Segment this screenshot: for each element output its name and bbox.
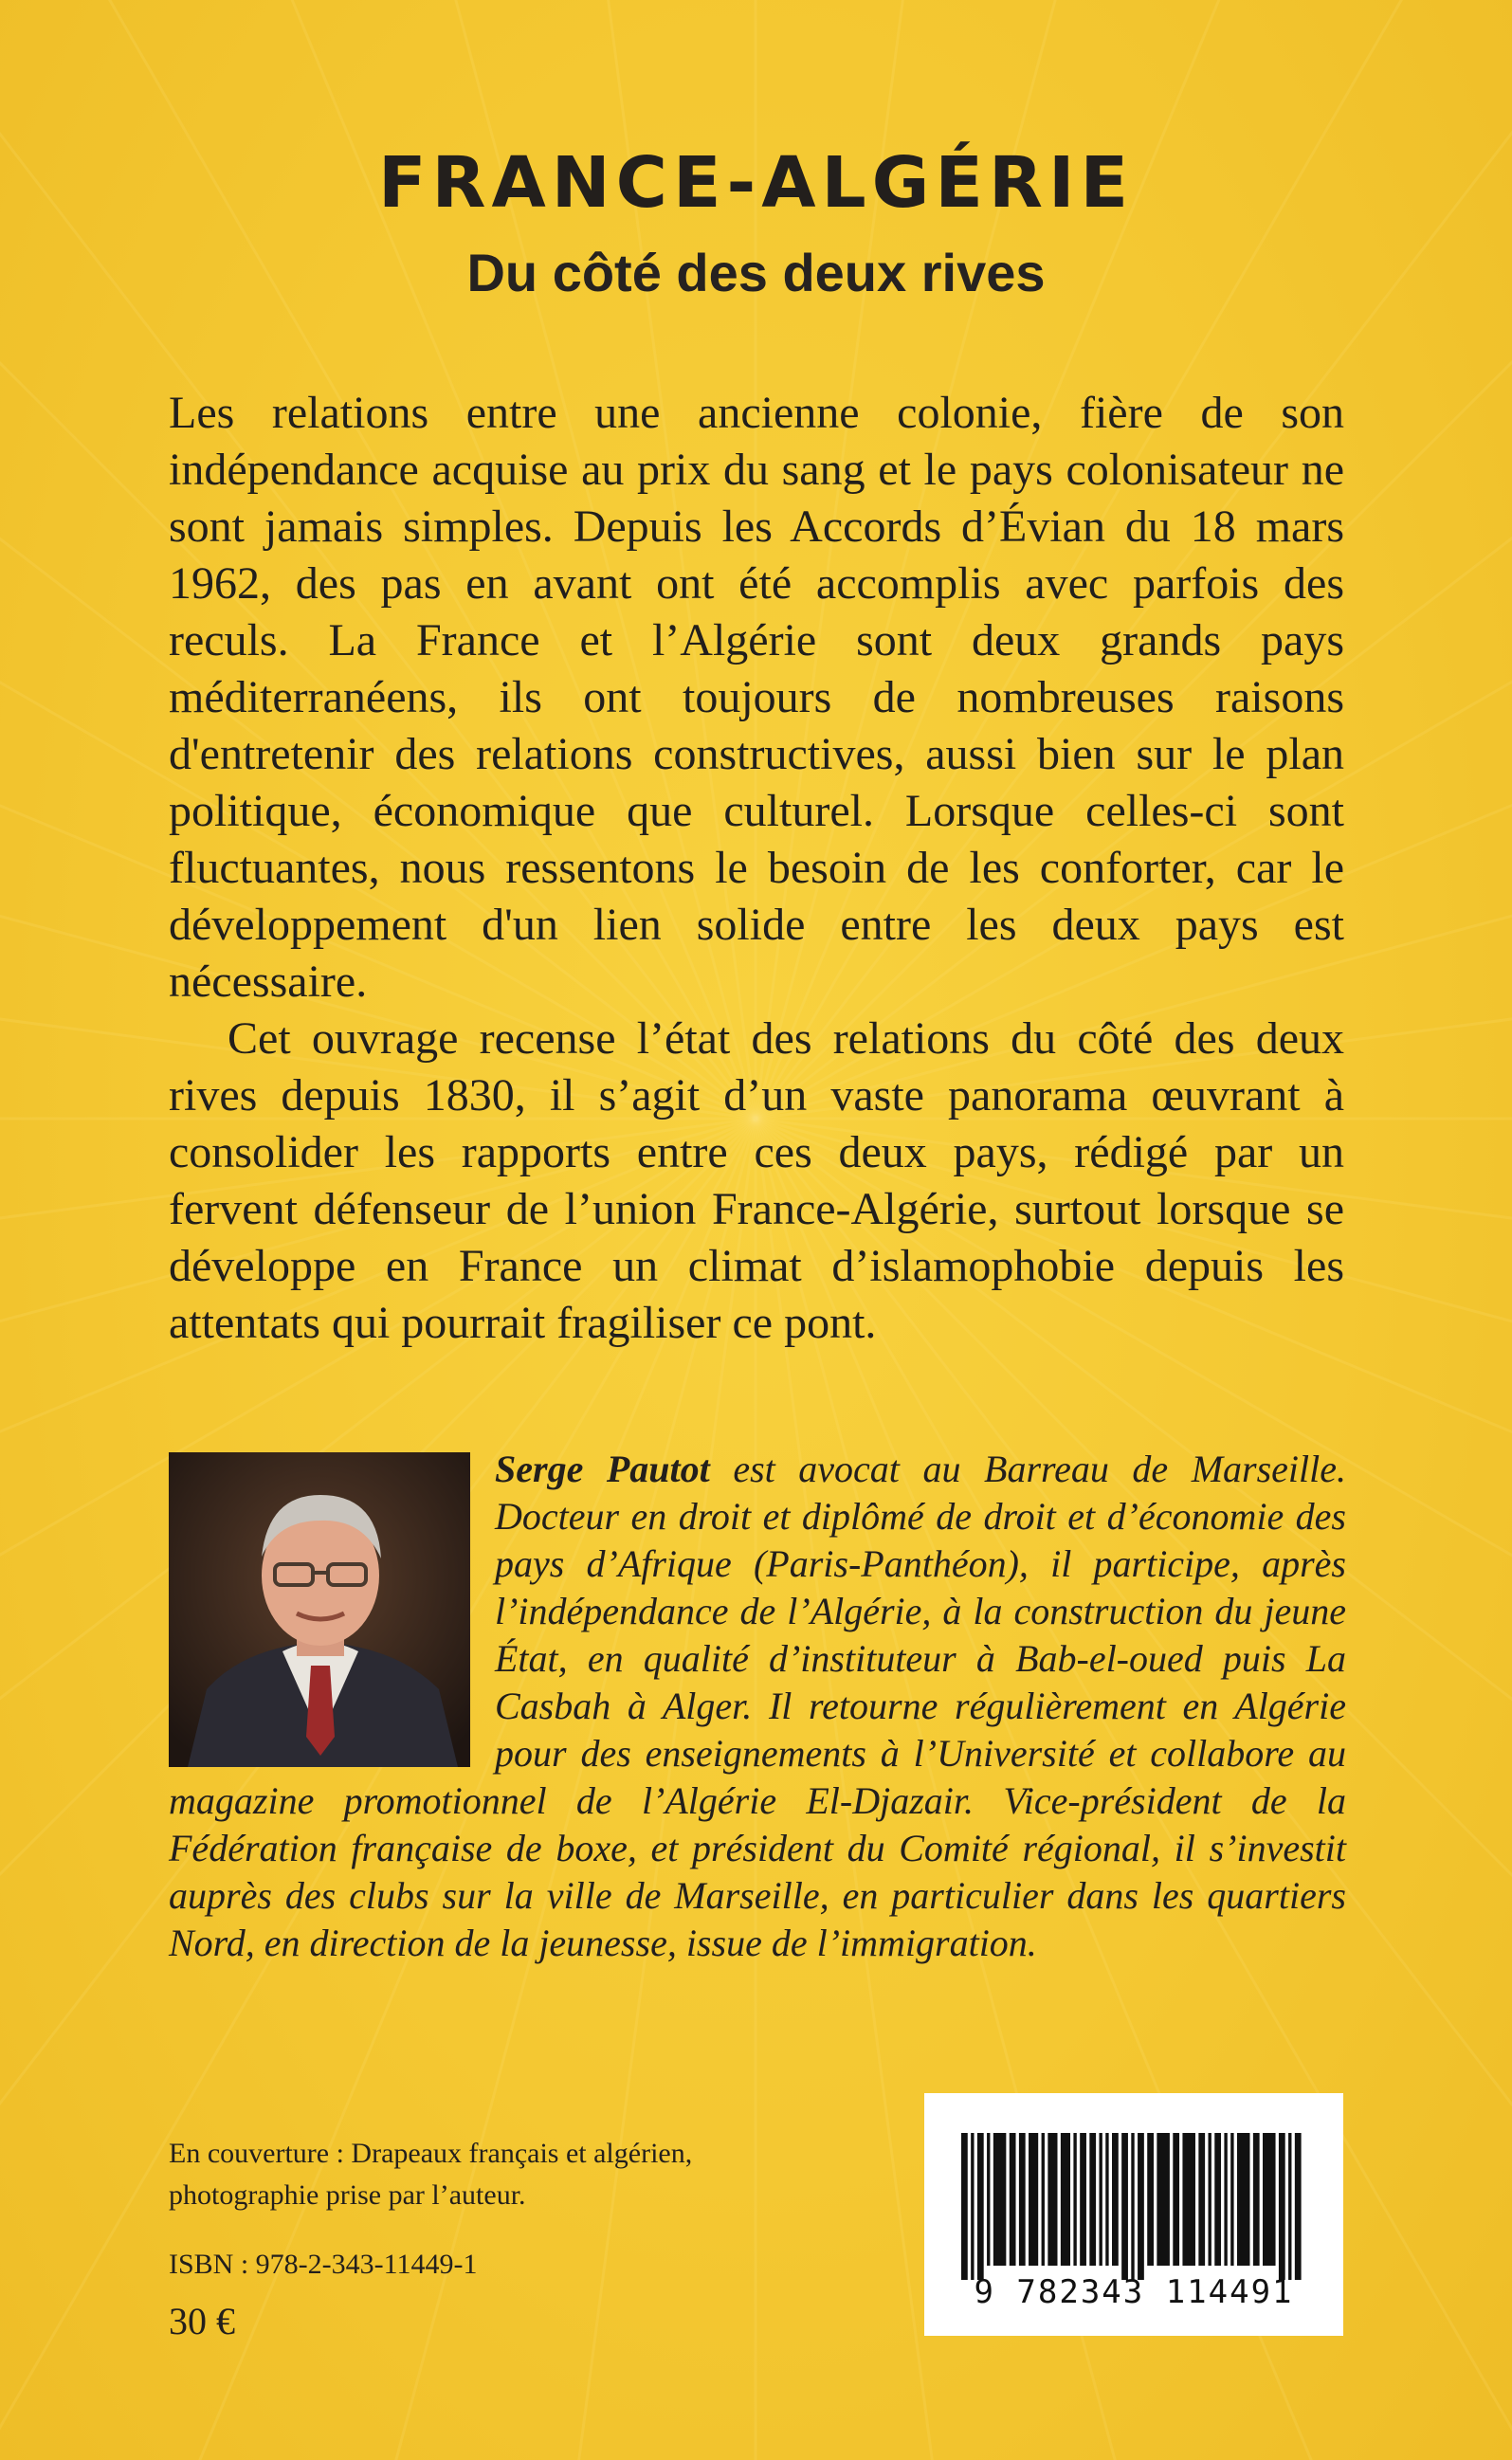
barcode-bar	[1253, 2133, 1260, 2266]
summary-paragraph-1: Les relations entre une ancienne colonie, fière de son indépendance acquise au prix du sang et le pays colonisateur ne sont jamais simples. Depuis les Accords d’Évian du 18 mars 1962, des pas en avant ont été accomplis avec parfois des reculs. La France et l’Algérie sont deux grands pays méditerranéens, ils ont toujours de nombreuses raisons d'entretenir des relations constructives, aussi bien sur le plan politique, économique que culturel. Lorsque celles-ci sont fluctuantes, nous ressentons le besoin de les conforter, car le développement d'un lien solide entre les deux pays est nécessaire.	[169, 388, 1344, 1007]
barcode-bar	[1121, 2133, 1128, 2280]
barcode-digits: 9 782343 114491	[974, 2273, 1294, 2311]
author-bio-text: est avocat au Barreau de Marseille. Docteur en droit et diplômé de droit et d’économie des pays d’Afrique (Paris-Panthéon), il participe, après l’indépendance de l’Algérie, à la construction du jeune État, en qualité d’instituteur à Bab-el-oued puis La Casbah à Alger. Il retourne régulièrement en Algérie pour des enseignements à l’Université et collabore au magazine promotionnel de l’Algérie El-Djazair. Vice-président de la Fédération française de boxe, et président du Comité régional, il s’investit auprès des clubs sur la ville de Marseille, en particulier dans les quartiers Nord, en direction de la jeunesse, issue de l’immigration.	[169, 1448, 1346, 1964]
barcode-bar	[1279, 2133, 1285, 2280]
barcode-bar	[1230, 2133, 1233, 2266]
cover-credit	[169, 2133, 851, 2216]
barcode-bar	[1237, 2133, 1250, 2266]
barcode-bar	[1073, 2133, 1076, 2266]
barcode-bar	[1138, 2133, 1144, 2280]
barcode-bar	[1214, 2133, 1221, 2266]
barcode-bar	[1224, 2133, 1227, 2266]
barcode-bar	[1263, 2133, 1276, 2266]
barcode-bar	[1112, 2133, 1119, 2266]
barcode-bar	[1147, 2133, 1154, 2266]
barcode	[924, 2093, 1343, 2336]
summary-paragraph-2: Cet ouvrage recense l’état des relations du côté des deux rives depuis 1830, il s’agit d’un vaste panorama œuvrant à consolider les rapports entre ces deux pays, rédigé par un fervent défenseur de l’union France-Algérie, surtout lorsque se développe en France un climat d’islamophobie depuis les attentats qui pourrait fragiliser ce pont.	[169, 1013, 1344, 1348]
barcode-bar	[1173, 2133, 1179, 2266]
barcode-bar	[1131, 2133, 1134, 2280]
summary-text	[169, 385, 1344, 1352]
cover-credit-line-2: photographie prise par l’auteur.	[169, 2179, 526, 2211]
barcode-bar	[1182, 2133, 1195, 2266]
barcode-bar	[1295, 2133, 1302, 2280]
barcode-bar	[1089, 2133, 1096, 2266]
barcode-bar	[1019, 2133, 1026, 2266]
barcode-bar	[1288, 2133, 1291, 2280]
barcode-bar	[1157, 2133, 1170, 2266]
book-subtitle: Du côté des deux rives	[466, 243, 1046, 302]
barcode-bar	[987, 2133, 990, 2266]
cover-credit-line-1: En couverture : Drapeaux français et algérien,	[169, 2138, 693, 2169]
barcode-bar	[1105, 2133, 1108, 2266]
barcode-bar	[1080, 2133, 1086, 2266]
barcode-bar	[1010, 2133, 1016, 2266]
author-bio	[169, 1446, 1346, 1967]
barcode-bars	[957, 2133, 1308, 2280]
barcode-bar	[1061, 2133, 1070, 2266]
barcode-bar	[1198, 2133, 1205, 2266]
isbn: ISBN : 978-2-343-11449-1	[169, 2249, 478, 2280]
author-portrait-image	[169, 1452, 470, 1767]
barcode-bar	[971, 2133, 974, 2280]
book-title: FRANCE-ALGÉRIE	[377, 142, 1135, 224]
price: 30 €	[169, 2300, 235, 2342]
author-photo	[169, 1452, 470, 1767]
barcode-bar	[993, 2133, 1007, 2266]
barcode-bar	[1047, 2133, 1057, 2266]
barcode-bar	[1042, 2133, 1045, 2266]
barcode-bar	[1029, 2133, 1038, 2266]
author-name: Serge Pautot	[495, 1448, 710, 1490]
barcode-bar	[977, 2133, 984, 2280]
barcode-bar	[1209, 2133, 1211, 2266]
barcode-bar	[961, 2133, 968, 2280]
barcode-bar	[1099, 2133, 1102, 2266]
